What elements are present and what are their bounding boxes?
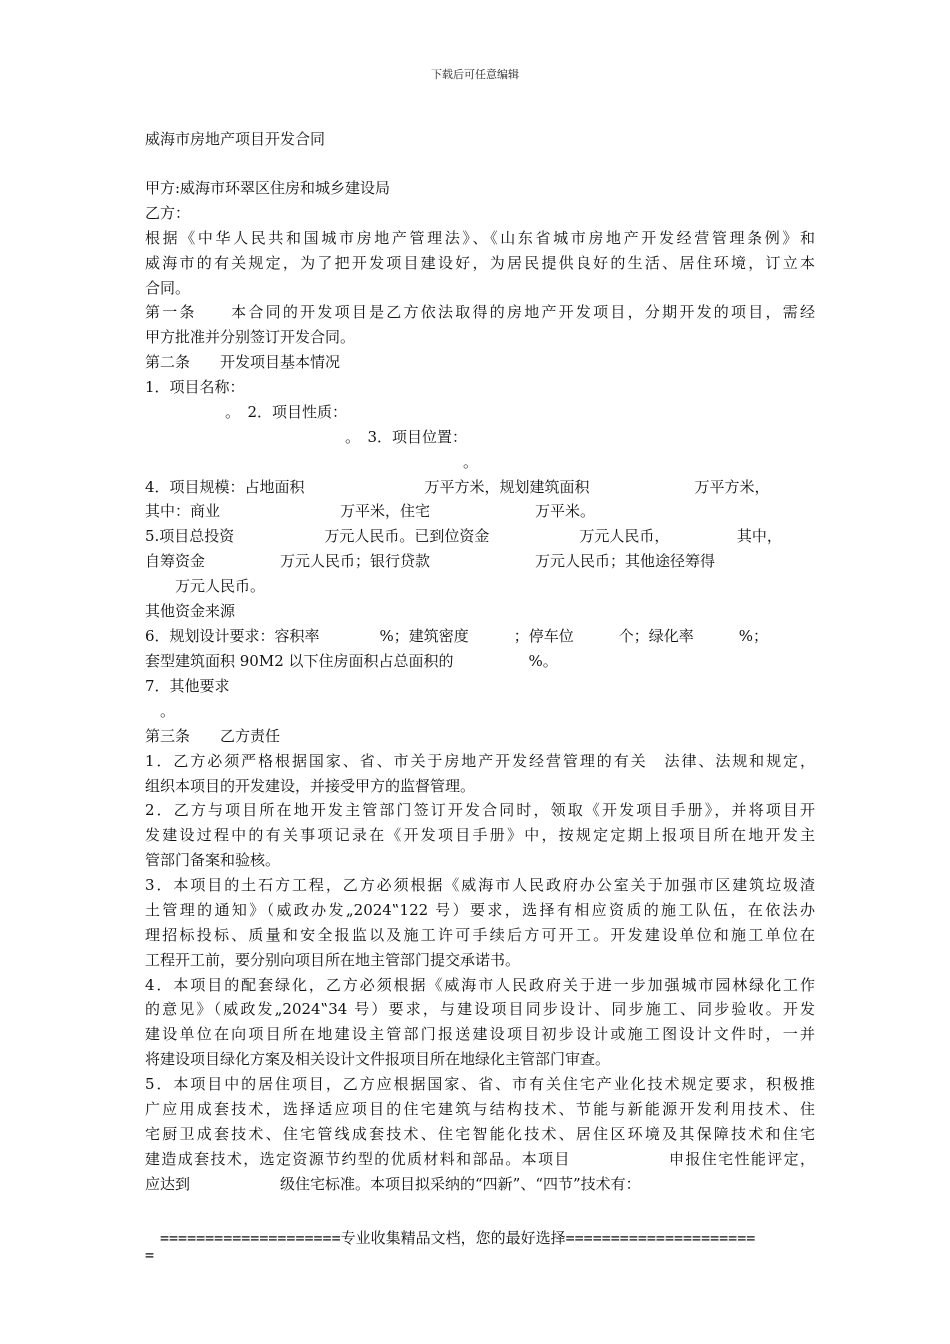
footer-banner-end: = bbox=[145, 1246, 155, 1264]
art3-4-line-2: 的意见》（威政发„2024‟34 号）要求，与建设项目同步设计、同步施工、同步验收。开发 bbox=[145, 1000, 815, 1018]
item-5-line-1: 5.项目总投资 万元人民币。已到位资金 万元人民币， 其中， bbox=[145, 527, 782, 545]
art3-4-line-3: 建设单位在向项目所在地建设主管部门报送建设项目初步设计或施工图设计文件时，一并 bbox=[145, 1025, 815, 1043]
item-4-line-1: 4．项目规模：占地面积 万平方米，规划建筑面积 万平方米， bbox=[145, 478, 770, 496]
item-3-end: 。 bbox=[463, 453, 479, 471]
art3-4-line-1: 4．本项目的配套绿化，乙方必须根据《威海市人民政府关于进一步加强城市园林绿化工作 bbox=[145, 976, 815, 994]
art3-2-line-2: 发建设过程中的有关事项记录在《开发项目手册》中，按规定定期上报项目所在地开发主 bbox=[145, 826, 815, 844]
item-3-location: 。 3．项目位置： bbox=[345, 428, 468, 446]
item-5-line-3: 万元人民币。 bbox=[145, 577, 266, 595]
art3-5-line-1: 5．本项目中的居住项目，乙方应根据国家、省、市有关住宅产业化技术规定要求，积极推 bbox=[145, 1075, 815, 1093]
item-1-name: 1．项目名称： bbox=[145, 378, 245, 396]
art3-5-line-2: 广应用成套技术，选择适应项目的住宅建筑与结构技术、节能与新能源开发利用技术、住 bbox=[145, 1100, 815, 1118]
item-7-other: 7．其他要求 bbox=[145, 677, 230, 695]
article-1-line-1: 第一条 本合同的开发项目是乙方依法取得的房地产开发项目，分期开发的项目，需经 bbox=[145, 303, 815, 321]
intro-line-3: 合同。 bbox=[145, 279, 191, 297]
document-title: 威海市房地产项目开发合同 bbox=[145, 130, 326, 148]
item-6-line-1: 6．规划设计要求：容积率 %；建筑密度 ；停车位 个；绿化率 %； bbox=[145, 627, 769, 645]
item-7-end: 。 bbox=[160, 702, 176, 720]
art3-3-line-1: 3．本项目的土石方工程，乙方必须根据《威海市人民政府办公室关于加强市区建筑垃圾渣 bbox=[145, 876, 815, 894]
art3-2-line-1: 2．乙方与项目所在地开发主管部门签订开发合同时，领取《开发项目手册》，并将项目开 bbox=[145, 801, 815, 819]
intro-line-2: 威海市的有关规定，为了把开发项目建设好，为居民提供良好的生活、居住环境，订立本 bbox=[145, 254, 815, 272]
intro-line-1: 根据《中华人民共和国城市房地产管理法》、《山东省城市房地产开发经营管理条例》和 bbox=[145, 229, 815, 247]
art3-3-line-3: 理招标投标、质量和安全报监以及施工许可手续后方可开工。开发建设单位和施工单位在 bbox=[145, 926, 815, 944]
art3-3-line-4: 工程开工前，要分别向项目所在地主管部门提交承诺书。 bbox=[145, 951, 521, 969]
art3-5-line-3: 宅厨卫成套技术、住宅管线成套技术、住宅智能化技术、居住区环境及其保障技术和住宅 bbox=[145, 1125, 815, 1143]
item-4-line-2: 其中：商业 万平米，住宅 万平米。 bbox=[145, 502, 596, 520]
party-a: 甲方:威海市环翠区住房和城乡建设局 bbox=[145, 179, 391, 197]
art3-2-line-3: 管部门备案和验核。 bbox=[145, 851, 281, 869]
art3-3-line-2: 土管理的通知》（威政办发„2024‟122 号）要求，选择有相应资质的施工队伍，在依法办 bbox=[145, 901, 815, 919]
party-b: 乙方： bbox=[145, 204, 191, 222]
item-5-line-4: 其他资金来源 bbox=[145, 602, 236, 620]
art3-1-line-2: 组织本项目的开发建设，并接受甲方的监督管理。 bbox=[145, 777, 476, 795]
item-6-line-2: 套型建筑面积 90M2 以下住房面积占总面积的 %。 bbox=[145, 652, 558, 670]
footer-banner: ====================专业收集精品文档，您的最好选择===================== bbox=[160, 1229, 756, 1247]
article-3-title: 第三条 乙方责任 bbox=[145, 727, 281, 745]
item-2-nature: 。 2．项目性质： bbox=[225, 403, 348, 421]
art3-5-line-4: 建造成套技术，选定资源节约型的优质材料和部品。本项目 申报住宅性能评定， bbox=[145, 1150, 815, 1168]
art3-5-line-5: 应达到 级住宅标准。本项目拟采纳的“四新”、“四节”技术有： bbox=[145, 1175, 641, 1193]
page-header: 下载后可任意编辑 bbox=[431, 68, 519, 81]
art3-1-line-1: 1．乙方必须严格根据国家、省、市关于房地产开发经营管理的有关 法律、法规和规定， bbox=[145, 752, 815, 770]
article-2-title: 第二条 开发项目基本情况 bbox=[145, 353, 341, 371]
item-5-line-2: 自筹资金 万元人民币；银行贷款 万元人民币；其他途径筹得 bbox=[145, 552, 716, 570]
article-1-line-2: 甲方批准并分别签订开发合同。 bbox=[145, 328, 356, 346]
art3-4-line-4: 将建设项目绿化方案及相关设计文件报项目所在地绿化主管部门审查。 bbox=[145, 1050, 611, 1068]
